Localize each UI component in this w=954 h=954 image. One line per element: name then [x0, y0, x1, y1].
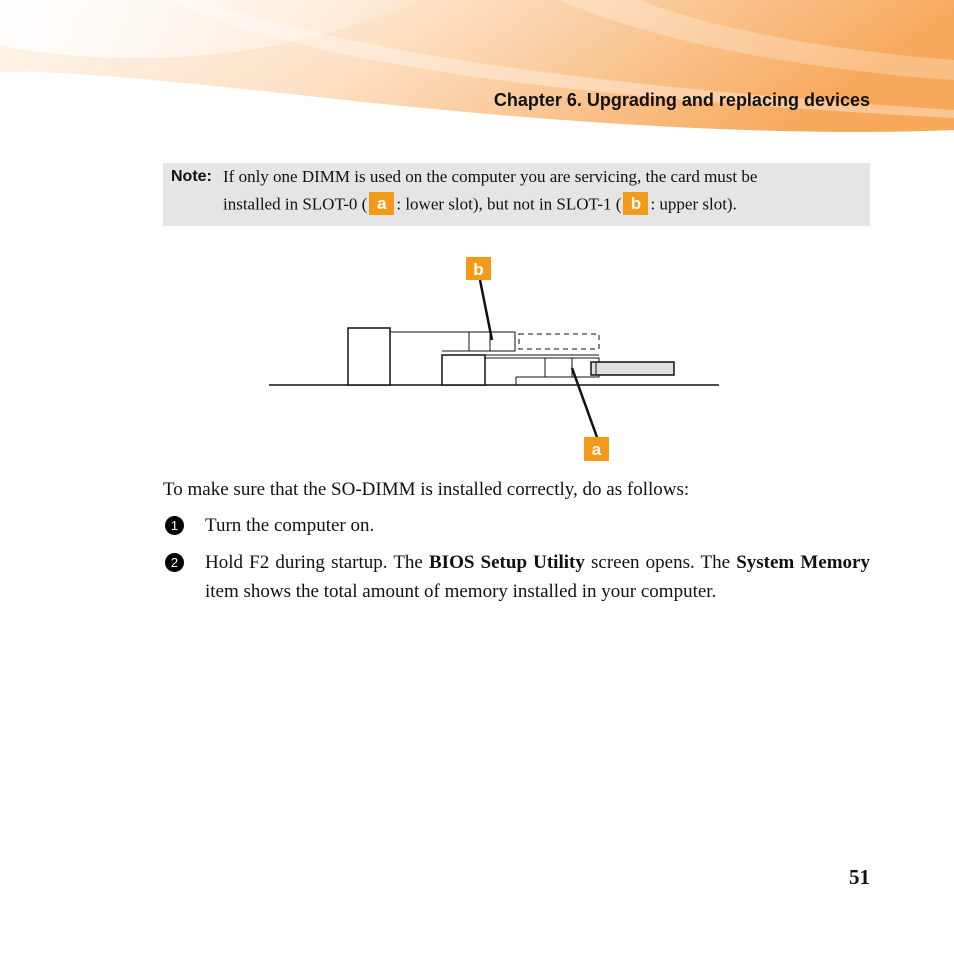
note-text-part1: installed in SLOT-0 ( — [223, 194, 368, 214]
note-box — [163, 163, 870, 226]
connector-block — [348, 328, 390, 385]
lower-dimm-module — [591, 362, 674, 375]
note-text-line2 — [223, 194, 737, 217]
step-2-text-part3: item shows the total amount of memory installed in your computer. — [205, 580, 717, 602]
step-2-text-part2: screen opens. The — [584, 552, 737, 573]
callout-a-label: a — [591, 440, 602, 459]
note-label: Note: — [171, 168, 212, 185]
callout-line-b — [480, 280, 492, 340]
upper-dimm-extension-dashed — [519, 334, 599, 349]
callout-b-label: b — [473, 260, 484, 279]
step-1-number: 1 — [165, 516, 184, 535]
step-2-text — [205, 549, 870, 606]
step-2-text-part1: Hold F2 during startup. The — [205, 552, 429, 573]
dimm-slot-diagram — [260, 250, 730, 470]
note-text-part2: : lower slot), but not in SLOT-1 ( — [396, 194, 622, 214]
header-banner — [0, 0, 954, 140]
callout-line-a — [572, 368, 598, 440]
system-memory-label: System Memory — [736, 552, 870, 573]
page-number: 51 — [849, 865, 870, 889]
step-2-number: 2 — [165, 553, 184, 572]
badge-b: b — [623, 192, 648, 215]
step-1-text: Turn the computer on. — [205, 515, 375, 536]
bios-setup-utility-label: BIOS Setup Utility — [429, 552, 585, 573]
intro-text: To make sure that the SO-DIMM is installed correctly, do as follows: — [163, 479, 690, 500]
note-text-part3: : upper slot). — [650, 194, 737, 214]
lower-slot-housing — [442, 355, 485, 385]
chapter-title: Chapter 6. Upgrading and replacing devices — [493, 90, 870, 110]
note-text-line1: If only one DIMM is used on the computer you are servicing, the card must be — [223, 167, 758, 186]
badge-a: a — [369, 192, 394, 215]
